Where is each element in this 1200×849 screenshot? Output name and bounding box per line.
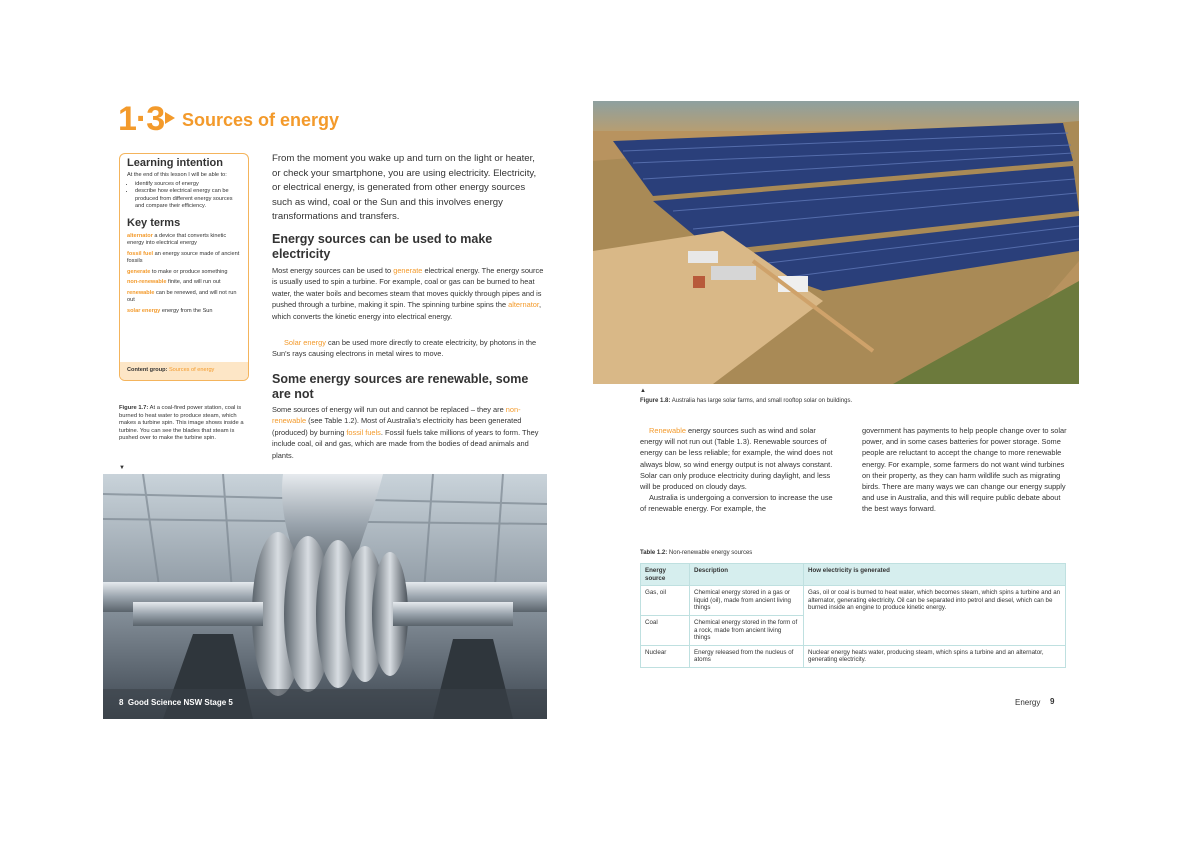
section2-paragraph <box>272 404 547 461</box>
chapter-number: 1·3 <box>118 100 165 138</box>
column-header: Energy source <box>641 564 690 586</box>
key-term-word[interactable]: solar energy <box>127 307 161 314</box>
learning-intention-heading: Learning intention <box>127 157 223 169</box>
page-footer-label: Energy <box>1015 698 1041 707</box>
section1-paragraph-2 <box>272 337 547 360</box>
key-term-word[interactable]: non-renewable <box>127 279 167 285</box>
right-column-1 <box>640 425 840 515</box>
table-caption-text: Non-renewable energy sources <box>668 550 753 556</box>
solar-farm-photo <box>593 101 1079 384</box>
key-term-link[interactable]: fossil fuels <box>346 427 381 437</box>
key-term-item <box>127 269 241 277</box>
key-term-def: an energy source made of ancient fossils <box>127 250 240 264</box>
text-run: electrical energy. The energy source is usually used to spin a turbine. For example, coal or gas can be burned to heat water, the water boils and becomes steam that moves quickly through pipes and is pushed through a turbine, making it spin. The spinning turbine spins the <box>272 266 544 310</box>
intro-paragraph: From the moment you wake up and turn on the light or heater, or check your smartphone, you are using electricity. Electricity, or electrical energy, is generated from other energy sources such as wind, coal or the Sun and this involves energy transformations and transfers. <box>272 153 537 222</box>
key-term-link[interactable]: non-renewable <box>272 405 521 426</box>
triangle-up-icon: ▲ <box>640 388 646 394</box>
column-header: Description <box>690 564 804 586</box>
key-terms-heading: Key terms <box>127 216 181 229</box>
page-number: 9 <box>1050 697 1055 706</box>
text-run: energy sources such as wind and solar energy will not run out (Table 1.3). Renewable sources of energy can be less reliable; for example, the wind does not always blow, so wind energy output is not always constant. Solar can only produce electricity during daylight, and less will be produced on cloudy days. <box>640 426 833 492</box>
key-term-def: finite, and will run out <box>168 279 221 285</box>
text-run: , which converts the kinetic energy into electrical energy. <box>272 300 541 321</box>
table-row <box>641 586 1066 616</box>
section-heading-renewable: Some energy sources are renewable, some are not <box>272 372 529 401</box>
cell-description: Chemical energy stored in the form of a rock, made from ancient living things <box>690 615 804 645</box>
right-column-2 <box>862 425 1067 515</box>
figure-label: Figure 1.7: <box>119 405 149 411</box>
content-group-link[interactable]: Sources of energy <box>168 367 215 373</box>
key-term-link[interactable]: Renewable <box>649 426 686 435</box>
cell-source: Gas, oil <box>641 586 690 616</box>
key-term-word[interactable]: fossil fuel <box>127 250 154 257</box>
learning-intention-item: • describe how electrical energy can be produced from different energy sources and compare their efficiency. <box>135 188 241 211</box>
figure-caption-text: At a coal-fired power station, coal is burned to heat water to produce steam, which makes a turbine spin. This image shows inside a turbine. You can see the blades that steam is pushed over to make the turbine spin. <box>119 405 244 442</box>
figure-caption-text: Australia has large solar farms, and small rooftop solar on buildings. <box>671 398 853 404</box>
column-header: How electricity is generated <box>804 564 1066 586</box>
learning-intention-box <box>119 153 249 381</box>
key-term-word[interactable]: generate <box>127 268 151 275</box>
key-term-link[interactable]: alternator <box>508 300 539 310</box>
cell-description: Energy released from the nucleus of atoms <box>690 645 804 667</box>
text-run: Most energy sources can be used to <box>272 266 394 275</box>
table-label: Table 1.2: <box>640 550 668 556</box>
key-term-item <box>127 233 241 248</box>
table-header-row <box>641 564 1066 586</box>
government-paragraph: government has payments to help people change over to solar power, and in some cases batteries for power storage. Some people are reluctant to accept the change to more renewable energy. For example, some farmers do not want wind turbines on their property, as they can harm wildlife such as migrating birds. There are many ways we can change our energy supply and use in Australia, and this will require public debate about the best ways forward. <box>862 426 1067 514</box>
text-run: Some sources of energy will run out and cannot be replaced – they are <box>272 405 506 414</box>
section1-paragraph-1 <box>272 265 547 322</box>
page-footer-left <box>119 698 233 707</box>
cell-how: Gas, oil or coal is burned to heat water, which becomes steam, which spins a turbine and an alternator, generating electricity. Oil can be separated into petrol and diesel, which can be burned inside an engine to produce kinetic energy. <box>804 586 1066 646</box>
cell-how: Nuclear energy heats water, producing steam, which spins a turbine and an alternator, generating electricity. <box>804 645 1066 667</box>
key-term-def: can be renewed, and will not run out <box>127 289 237 303</box>
cell-source: Nuclear <box>641 645 690 667</box>
key-term-item <box>127 251 241 266</box>
table-caption <box>640 550 752 556</box>
text-run: can be used more directly to create electricity, by photons in the Sun's rays causing electrons in metal wires to move. <box>272 338 537 359</box>
turbine-illustration <box>103 474 547 719</box>
triangle-down-icon: ▼ <box>119 465 125 471</box>
learning-intention-list <box>127 181 241 211</box>
key-term-link[interactable]: Solar energy <box>284 338 326 347</box>
key-term-def: to make or produce something <box>151 268 228 275</box>
text-run: (see Table 1.2). Most of Australia's electricity has been generated (produced) by burning <box>272 416 522 437</box>
non-renewable-table <box>640 563 1066 668</box>
conversion-paragraph: Australia is undergoing a conversion to increase the use of renewable energy. For example, the <box>640 493 833 514</box>
book-title: Good Science NSW Stage 5 <box>127 698 233 707</box>
content-group-footer <box>120 362 248 380</box>
key-term-link[interactable]: generate <box>393 266 423 275</box>
section-heading-make-electricity: Energy sources can be used to make electricity <box>272 232 493 261</box>
key-term-word[interactable]: renewable <box>127 289 155 296</box>
key-term-item <box>127 290 241 305</box>
figure-label: Figure 1.8: <box>640 398 671 404</box>
figure-1-7-caption <box>119 405 249 443</box>
text-run: . Fossil fuels take millions of years to form. They include coal, oil and gas, which are made from the bodies of dead animals and plants. <box>272 427 539 460</box>
cell-source: Coal <box>641 615 690 645</box>
chapter-arrow-icon <box>165 112 175 124</box>
solar-farm-illustration <box>593 101 1079 384</box>
chapter-title: Sources of energy <box>182 110 340 130</box>
turbine-photo <box>103 474 547 719</box>
table-row <box>641 645 1066 667</box>
cell-description: Chemical energy stored in a gas or liquid (oil), made from ancient living things <box>690 586 804 616</box>
key-term-def: a device that converts kinetic energy into electrical energy <box>127 232 227 246</box>
page-number: 8 <box>119 698 124 707</box>
learning-intention-intro: At the end of this lesson I will be able to: <box>127 172 227 178</box>
content-group-label: Content group: <box>127 367 168 373</box>
key-term-item <box>127 279 241 287</box>
renewable-paragraph <box>640 425 840 492</box>
key-term-item <box>127 308 241 316</box>
key-term-word[interactable]: alternator <box>127 232 153 239</box>
figure-1-8-caption <box>640 398 852 404</box>
key-term-def: energy from the Sun <box>161 307 213 314</box>
learning-intention-item: • identify sources of energy <box>135 181 241 189</box>
